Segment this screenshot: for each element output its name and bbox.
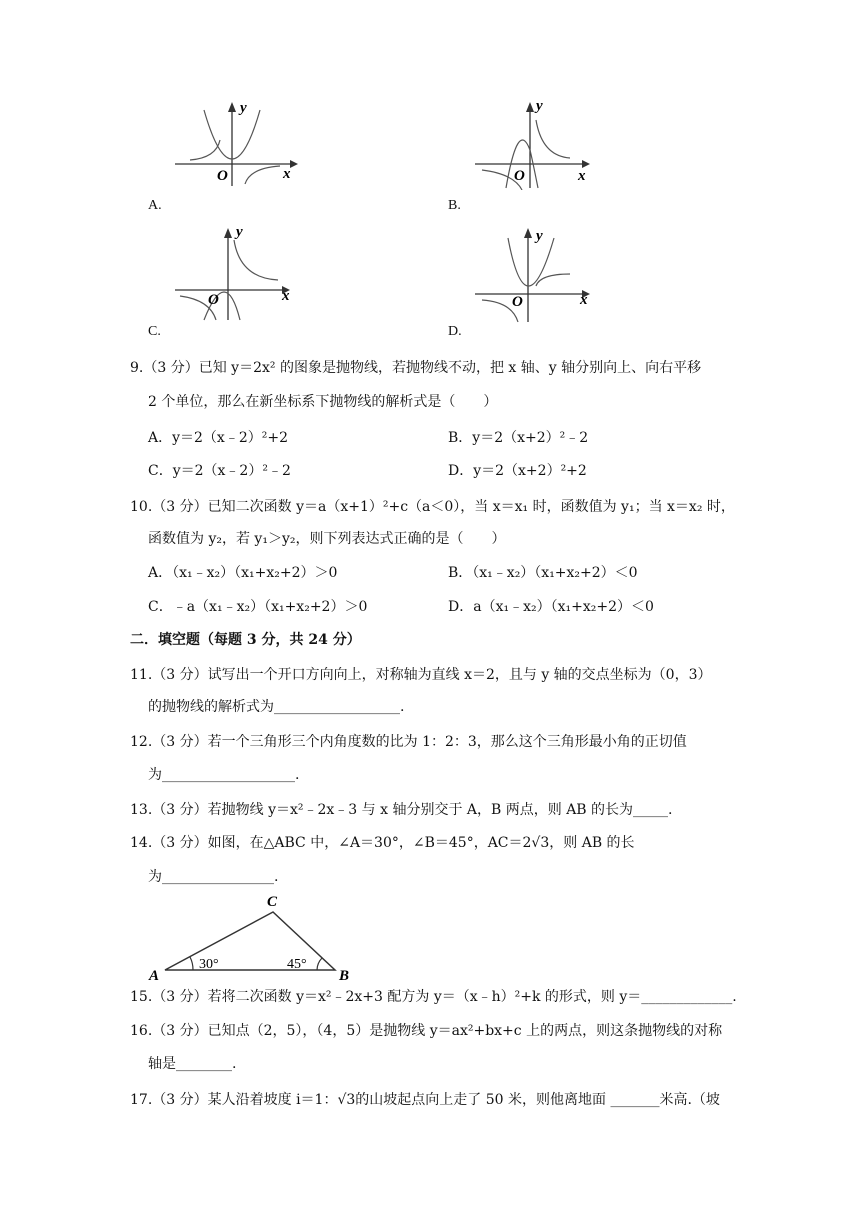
- q9-stem-line1: 9.（3 分）已知 y＝2x² 的图象是抛物线，若抛物线不动，把 x 轴、y 轴分别向上、向右平移: [130, 360, 702, 376]
- q14-stem-line1: 14.（3 分）如图，在△ABC 中，∠A＝30°，∠B＝45°，AC＝2√3，则 AB 的长: [130, 835, 635, 851]
- graph-option-a: [170, 98, 310, 190]
- option-a-label[interactable]: A.: [148, 198, 162, 213]
- svg-text:O: O: [514, 168, 525, 184]
- svg-text:A: A: [149, 968, 160, 982]
- svg-text:45°: 45°: [287, 957, 307, 972]
- svg-text:y: y: [240, 100, 247, 116]
- q16-stem-line2: 轴是________.: [148, 1056, 237, 1072]
- svg-text:x: x: [283, 166, 291, 182]
- section-heading-fill-in: 二．填空题（每题 3 分，共 24 分）: [130, 632, 361, 648]
- q11-stem-line1: 11.（3 分）试写出一个开口方向向上，对称轴为直线 x＝2，且与 y 轴的交点坐标为（0，3）: [130, 667, 712, 683]
- q14-stem-line2: 为________________.: [148, 869, 279, 885]
- svg-text:x: x: [580, 292, 588, 308]
- q9-option-d[interactable]: D．y＝2（x+2）²+2: [448, 463, 587, 479]
- svg-text:O: O: [217, 168, 228, 184]
- option-c-label[interactable]: C.: [148, 324, 161, 339]
- q10-stem-line2: 函数值为 y₂，若 y₁＞y₂，则下列表达式正确的是（ ）: [148, 531, 506, 547]
- graph-option-c: [170, 224, 310, 324]
- q10-stem-line1: 10.（3 分）已知二次函数 y＝a（x+1）²+c（a＜0），当 x＝x₁ 时，函数值为 y₁；当 x＝x₂ 时，: [130, 499, 735, 515]
- svg-text:B: B: [339, 968, 350, 982]
- svg-text:x: x: [282, 288, 290, 304]
- q16-stem-line1: 16.（3 分）已知点（2，5），（4，5）是抛物线 y＝ax²+bx+c 上的两点，则这条抛物线的对称: [130, 1023, 723, 1039]
- q10-option-a[interactable]: A．（x₁﹣x₂）（x₁+x₂+2）＞0: [148, 565, 338, 581]
- q9-stem-line2: 2 个单位，那么在新坐标系下抛物线的解析式是（ ）: [148, 394, 498, 410]
- svg-text:O: O: [208, 292, 219, 308]
- q12-stem-line2: 为___________________.: [148, 767, 300, 783]
- triangle-abc-figure: [145, 890, 365, 982]
- graph-option-b: [470, 98, 610, 190]
- svg-text:O: O: [512, 294, 523, 310]
- q15-stem: 15.（3 分）若将二次函数 y＝x²﹣2x+3 配方为 y＝（x﹣h）²+k 的形式，则 y＝_____________.: [130, 989, 737, 1005]
- option-d-label[interactable]: D.: [448, 324, 462, 339]
- svg-text:y: y: [236, 224, 243, 240]
- svg-text:x: x: [578, 168, 586, 184]
- svg-text:30°: 30°: [199, 957, 219, 972]
- option-b-label[interactable]: B.: [448, 198, 461, 213]
- q10-option-d[interactable]: D．a（x₁﹣x₂）（x₁+x₂+2）＜0: [448, 599, 654, 615]
- svg-text:C: C: [267, 894, 278, 910]
- q10-option-b[interactable]: B．（x₁﹣x₂）（x₁+x₂+2）＜0: [448, 565, 638, 581]
- q13-stem: 13.（3 分）若抛物线 y＝x²﹣2x﹣3 与 x 轴分别交于 A，B 两点，则 AB 的长为_____.: [130, 802, 673, 818]
- q11-stem-line2: 的抛物线的解析式为__________________.: [148, 699, 405, 715]
- q9-option-b[interactable]: B．y＝2（x+2）²﹣2: [448, 430, 589, 446]
- svg-text:y: y: [536, 98, 543, 114]
- q9-option-a[interactable]: A．y＝2（x﹣2）²+2: [148, 430, 288, 446]
- graph-option-d: [470, 224, 610, 324]
- svg-text:y: y: [536, 228, 543, 244]
- q17-stem: 17.（3 分）某人沿着坡度 i＝1：√3的山坡起点向上走了 50 米，则他离地面 _______米高.（坡: [130, 1092, 720, 1108]
- q10-option-c[interactable]: C．﹣a（x₁﹣x₂）（x₁+x₂+2）＞0: [148, 599, 368, 615]
- q9-option-c[interactable]: C．y＝2（x﹣2）²﹣2: [148, 463, 291, 479]
- q12-stem-line1: 12.（3 分）若一个三角形三个内角度数的比为 1：2：3，那么这个三角形最小角的正切值: [130, 734, 687, 750]
